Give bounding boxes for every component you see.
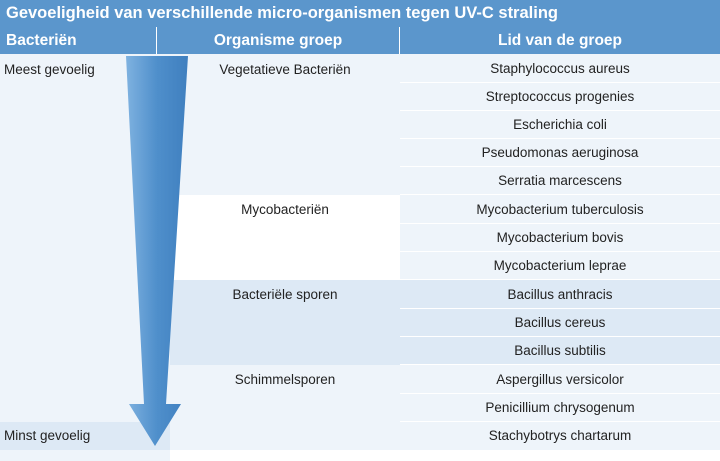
member-cell: Serratia marcescens xyxy=(498,173,622,188)
table-title: Gevoeligheid van verschillende micro-organismen tegen UV-C straling xyxy=(0,0,720,27)
member-cell: Aspergillus versicolor xyxy=(496,372,624,387)
label-most-sensitive: Meest gevoelig xyxy=(4,62,95,77)
header-bacteria: Bacteriën xyxy=(0,27,156,54)
label-least-sensitive: Minst gevoelig xyxy=(4,428,91,443)
member-cell: Staphylococcus aureus xyxy=(490,61,630,76)
member-cell: Mycobacterium leprae xyxy=(493,258,627,273)
member-cell: Mycobacterium tuberculosis xyxy=(476,202,644,217)
member-cell: Bacillus anthracis xyxy=(507,287,613,302)
member-cell: Stachybotrys chartarum xyxy=(488,428,632,443)
header-organism-group: Organisme groep xyxy=(157,27,399,54)
member-cell: Penicillium chrysogenum xyxy=(485,400,635,415)
group-name: Mycobacteriën xyxy=(241,202,329,217)
member-cell: Escherichia coli xyxy=(513,117,607,132)
member-cell: Pseudomonas aeruginosa xyxy=(481,145,639,160)
member-cell: Bacillus subtilis xyxy=(514,343,606,358)
member-cell: Bacillus cereus xyxy=(514,315,606,330)
header-group-member: Lid van de groep xyxy=(400,27,720,54)
member-cell: Mycobacterium bovis xyxy=(496,230,624,245)
group-name: Vegetatieve Bacteriën xyxy=(219,62,351,77)
member-cell: Streptococcus progenies xyxy=(485,89,635,104)
group-name: Bacteriële sporen xyxy=(232,287,338,302)
group-name: Schimmelsporen xyxy=(234,372,336,387)
